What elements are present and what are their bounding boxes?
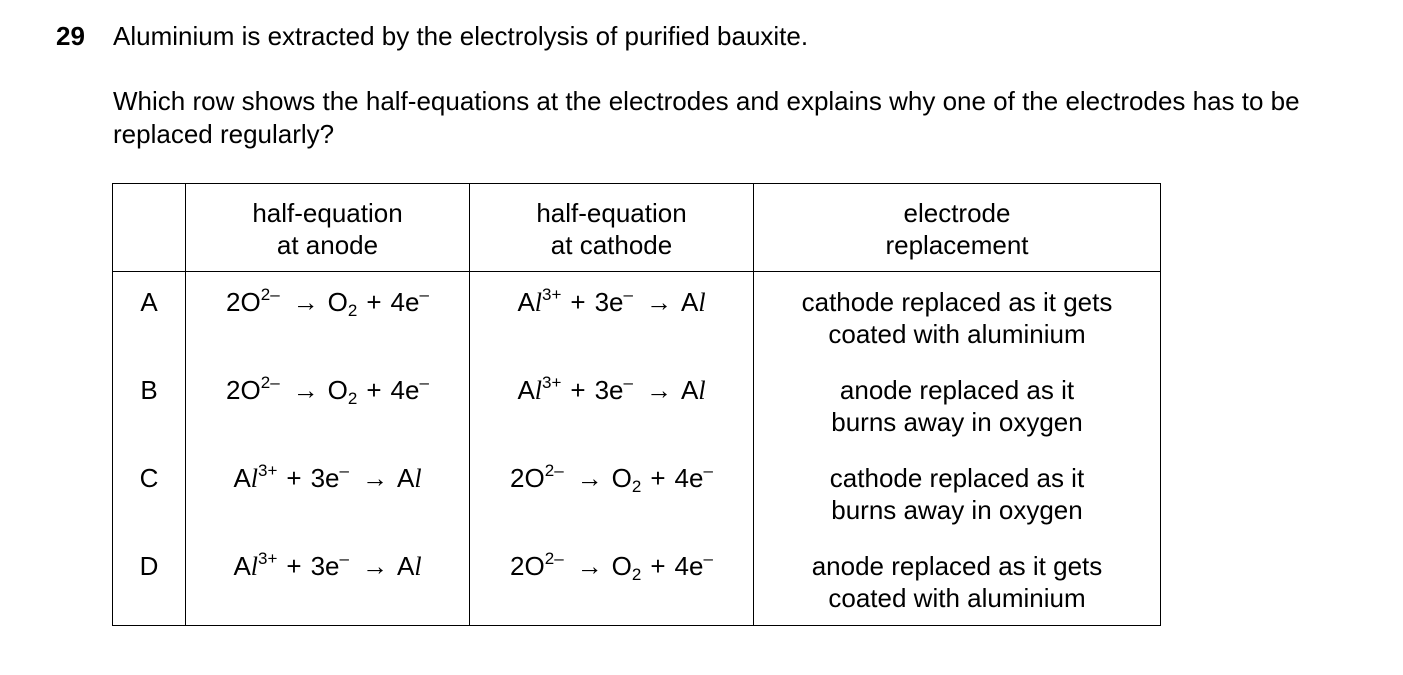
header-cathode [470,184,754,272]
anode-equation [186,536,470,626]
cathode-equation [470,536,754,626]
table-row [113,360,1161,448]
cathode-equation [470,448,754,536]
row-letter: D [113,536,186,626]
aluminium-equation: $Al^{3+} + 3e^- \to Al$ [517,285,706,317]
header-replacement-line1: electrode [903,198,1011,228]
cathode-equation [470,360,754,448]
replacement-cell: cathode replaced as it burns away in oxygen [754,448,1161,536]
replacement-cell: anode replaced as it gets coated with aluminium [754,536,1161,626]
header-cathode-line2: at cathode [550,230,673,260]
question-number: 29 [56,21,85,51]
header-letter-cell [113,184,186,272]
header-anode [186,184,470,272]
question-stem: Aluminium is extracted by the electrolysis of purified bauxite. [113,21,809,51]
anode-equation [186,360,470,448]
header-anode-line1: half-equation [252,198,403,228]
row-letter: C [113,448,186,536]
row-letter: B [113,360,186,448]
oxide-equation: $2O^{2-} \to O_2 + 4e^-$ [510,548,713,584]
table-row [113,536,1161,626]
options-table [112,183,1161,626]
table-header-row [113,184,1161,272]
question-prompt: Which row shows the half-equations at the electrodes and explains why one of the electrodes has to be replaced regularly? [113,86,1300,149]
row-letter: A [113,272,186,360]
table-row [113,448,1161,536]
header-anode-line2: at anode [276,230,379,260]
cathode-equation [470,272,754,360]
anode-equation [186,272,470,360]
anode-equation [186,448,470,536]
table-row [113,272,1161,360]
aluminium-equation: $Al^{3+} + 3e^- \to Al$ [233,460,422,493]
aluminium-equation: $Al^{3+} + 3e^- \to Al$ [517,372,706,405]
replacement-cell: anode replaced as it burns away in oxygen [754,360,1161,448]
header-replacement-line2: replacement [885,230,1029,260]
aluminium-equation: $Al^{3+} + 3e^- \to Al$ [233,548,422,581]
header-replacement [754,184,1161,272]
oxide-equation: $2O^{2-} \to O_2 + 4e^-$ [226,285,429,320]
replacement-cell: cathode replaced as it gets coated with aluminium [754,272,1161,360]
oxide-equation: $2O^{2-} \to O_2 + 4e^-$ [510,460,713,496]
oxide-equation: $2O^{2-} \to O_2 + 4e^-$ [226,372,429,408]
header-cathode-line1: half-equation [536,198,687,228]
